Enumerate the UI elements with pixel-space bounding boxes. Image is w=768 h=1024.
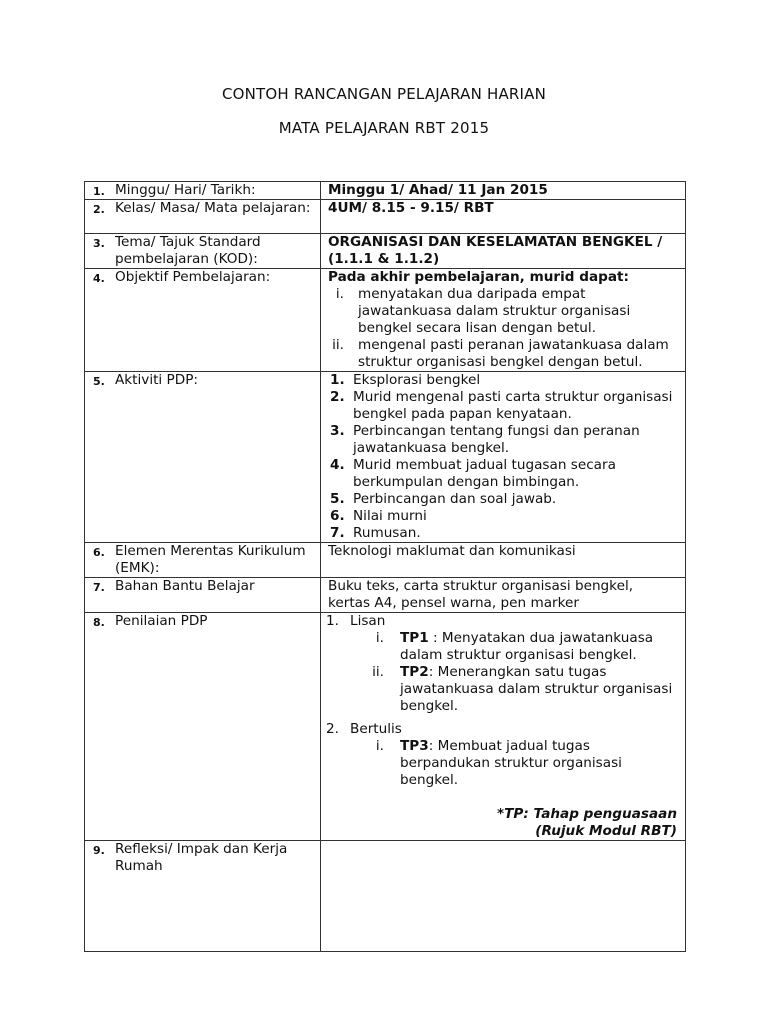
row-number: 3. [93, 237, 105, 250]
list-item [328, 491, 679, 508]
row-value-cell [321, 372, 686, 543]
table-row [85, 841, 686, 952]
list-item [328, 508, 679, 525]
list-item-number: 5. [330, 491, 345, 507]
row-label-cell [85, 841, 321, 952]
table-row [85, 200, 686, 234]
list-item-text: Perbincangan tentang fungsi dan peranan jawatankuasa bengkel. [353, 423, 640, 456]
assessment-group [328, 721, 679, 738]
list-item [328, 372, 679, 389]
row-label: Kelas/ Masa/ Mata pelajaran: [115, 200, 311, 216]
row-value-cell [321, 543, 686, 578]
row-label-cell [85, 200, 321, 234]
row-value: Teknologi maklumat dan komunikasi [328, 543, 576, 559]
tp-note: *TP: Tahap penguasaan [497, 806, 677, 822]
row-number: 7. [93, 581, 105, 594]
row-value: Buku teks, carta struktur organisasi bengkel, kertas A4, pensel warna, pen marker [328, 578, 634, 611]
row-label-cell [85, 182, 321, 200]
assessment-item [328, 738, 679, 789]
assessment-group-label: Bertulis [350, 721, 402, 737]
row-value-cell [321, 200, 686, 234]
row-number: 9. [93, 844, 105, 857]
row-label-cell [85, 372, 321, 543]
table-row [85, 234, 686, 269]
row-value-cell [321, 182, 686, 200]
document-title: CONTOH RANCANGAN PELAJARAN HARIAN [221, 85, 547, 103]
list-item-number: 7. [330, 525, 345, 541]
list-item [328, 525, 679, 542]
list-item-text: mengenal pasti peranan jawatankuasa dalam struktur organisasi bengkel dengan betul. [358, 337, 669, 370]
assessment-group-number: 1. [326, 613, 339, 629]
row-number: 2. [93, 203, 105, 216]
assessment-item [328, 664, 679, 715]
row-label-cell [85, 269, 321, 372]
list-item-text: menyatakan dua daripada empat jawatankuasa dalam struktur organisasi bengkel secara lisan dengan betul. [358, 286, 631, 336]
row-value-cell [321, 234, 686, 269]
row-label: Objektif Pembelajaran: [115, 269, 271, 285]
list-item-number: 4. [330, 457, 345, 473]
assessment-item-number: ii. [372, 664, 384, 680]
table-row [85, 182, 686, 200]
assessment-text: : Menerangkan satu tugas jawatankuasa dalam struktur organisasi bengkel. [400, 664, 673, 714]
row-value-cell [321, 613, 686, 841]
row-value: Minggu 1/ Ahad/ 11 Jan 2015 [328, 182, 548, 198]
row-number: 5. [93, 375, 105, 388]
assessment-group-number: 2. [326, 721, 339, 737]
list-item-text: Nilai murni [353, 508, 427, 524]
row-label: Elemen Merentas Kurikulum (EMK): [115, 543, 306, 576]
assessment-text: : Membuat jadual tugas berpandukan struktur organisasi bengkel. [400, 738, 622, 788]
assessment-item-number: i. [375, 630, 384, 646]
list-item-number: 1. [330, 372, 345, 388]
document-subtitle: MATA PELAJARAN RBT 2015 [278, 119, 490, 137]
assessment-group [328, 613, 679, 630]
row-label: Penilaian PDP [115, 613, 208, 629]
row-value-cell [321, 269, 686, 372]
row-label: Tema/ Tajuk Standard pembelajaran (KOD): [115, 234, 261, 267]
table-row [85, 269, 686, 372]
lesson-plan-table [84, 181, 686, 952]
list-item-text: Murid mengenal pasti carta struktur organisasi bengkel pada papan kenyataan. [353, 389, 673, 422]
row-label-cell [85, 578, 321, 613]
objective-intro: Pada akhir pembelajaran, murid dapat: [328, 269, 629, 285]
list-item-number: ii. [332, 337, 344, 353]
table-row [85, 578, 686, 613]
row-label: Refleksi/ Impak dan Kerja Rumah [115, 841, 288, 874]
assessment-text: : Menyatakan dua jawatankuasa dalam struktur organisasi bengkel. [400, 630, 654, 663]
row-label-cell [85, 543, 321, 578]
table-row [85, 613, 686, 841]
list-item-number: i. [335, 286, 344, 302]
assessment-group-label: Lisan [350, 613, 386, 629]
row-number: 8. [93, 616, 105, 629]
list-item [328, 286, 679, 337]
assessment-code: TP2 [400, 664, 429, 680]
list-item-text: Rumusan. [353, 525, 421, 541]
list-item-text: Eksplorasi bengkel [353, 372, 481, 388]
list-item [328, 423, 679, 457]
assessment-code: TP3 [400, 738, 429, 754]
row-number: 4. [93, 272, 105, 285]
assessment-item-number: i. [375, 738, 384, 754]
row-number: 6. [93, 546, 105, 559]
row-value-cell [321, 841, 686, 952]
table-row [85, 543, 686, 578]
list-item [328, 389, 679, 423]
assessment-code: TP1 [400, 630, 429, 646]
row-number: 1. [93, 185, 105, 198]
assessment-item [328, 630, 679, 664]
row-label: Aktiviti PDP: [115, 372, 198, 388]
row-label-cell [85, 234, 321, 269]
row-label: Bahan Bantu Belajar [115, 578, 255, 594]
list-item-number: 6. [330, 508, 345, 524]
row-value: ORGANISASI DAN KESELAMATAN BENGKEL / (1.1.1 & 1.1.2) [328, 234, 663, 267]
row-value: 4UM/ 8.15 - 9.15/ RBT [328, 200, 494, 216]
list-item-number: 3. [330, 423, 345, 439]
list-item [328, 337, 679, 371]
row-value-cell [321, 578, 686, 613]
list-item-number: 2. [330, 389, 345, 405]
list-item [328, 457, 679, 491]
list-item-text: Murid membuat jadual tugasan secara berkumpulan dengan bimbingan. [353, 457, 616, 490]
table-row [85, 372, 686, 543]
row-label-cell [85, 613, 321, 841]
tp-note-reference: (Rujuk Modul RBT) [535, 823, 677, 839]
list-item-text: Perbincangan dan soal jawab. [353, 491, 557, 507]
row-label: Minggu/ Hari/ Tarikh: [115, 182, 256, 198]
